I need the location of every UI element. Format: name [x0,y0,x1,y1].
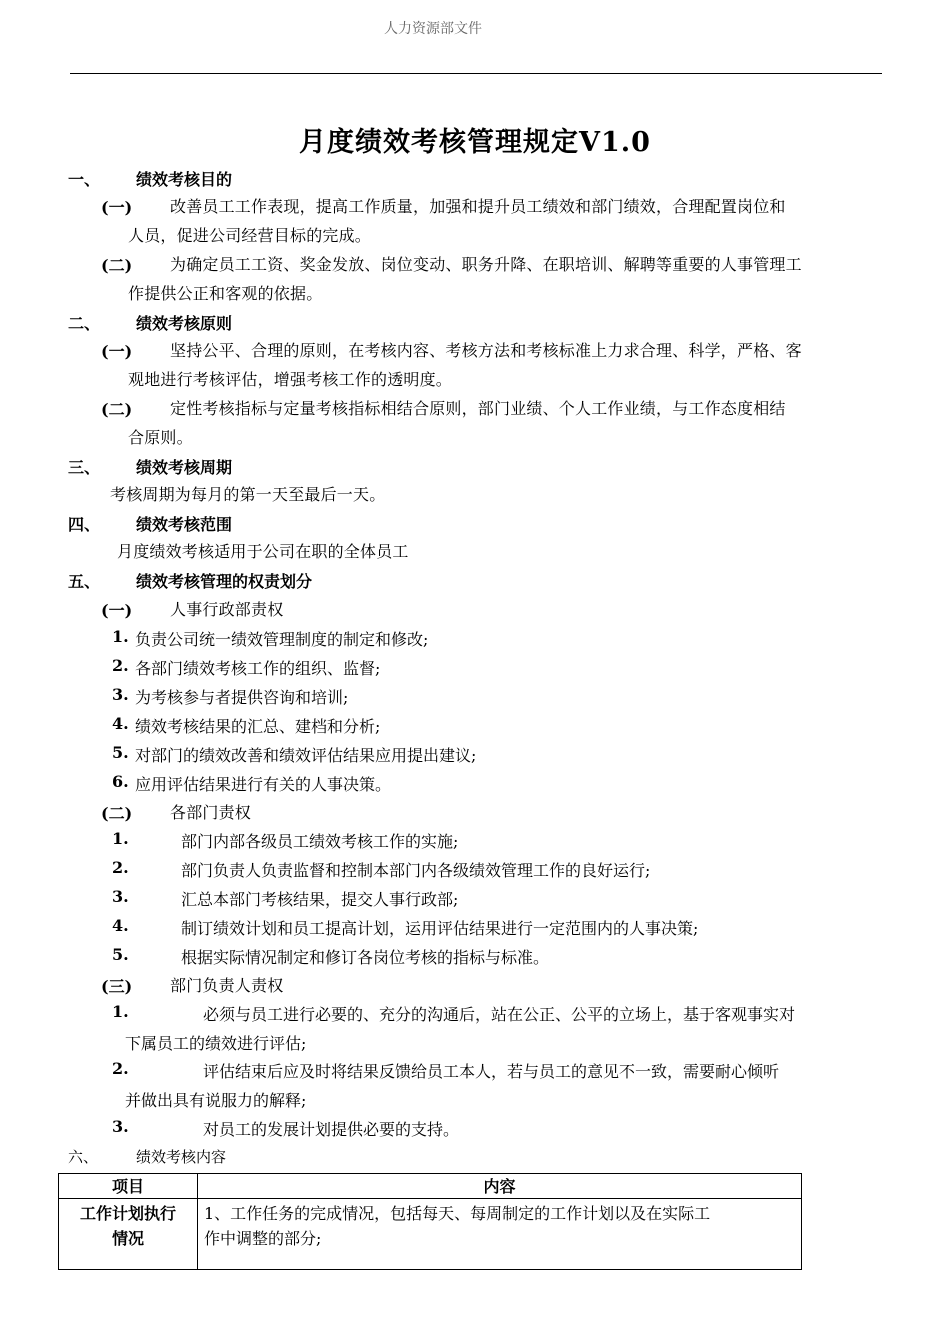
table-row-content-line-2: 作中调整的部分; [204,1229,322,1248]
section-4-title: 绩效考核范围 [136,515,233,534]
document-header: 人力资源部文件 [384,21,482,37]
section-3-text: 考核周期为每月的第一天至最后一天。 [110,485,386,504]
group-2-item-3-text: 汇总本部门考核结果，提交人事行政部; [181,890,459,909]
section-1-number: 一、 [68,170,101,189]
table-header-row [59,1174,802,1199]
group-1-item-3-number: 3. [112,685,129,704]
section-2-item-1-number: (一) [101,342,133,361]
group-3-item-2-number: 2. [112,1059,129,1078]
group-1-item-4-text: 绩效考核结果的汇总、建档和分析; [135,717,381,736]
section-5-group-2-number: (二) [101,804,133,823]
section-2-item-1-line-1: 坚持公平、合理的原则，在考核内容、考核方法和考核标准上力求合理、科学，严格、客 [170,341,802,360]
group-2-item-2-text: 部门负责人负责监督和控制本部门内各级绩效管理工作的良好运行; [181,861,651,880]
section-2-item-1-line-2: 观地进行考核评估，增强考核工作的透明度。 [128,370,453,389]
group-2-item-5-text: 根据实际情况制定和修订各岗位考核的指标与标准。 [181,948,550,967]
section-2-item-2-number: (二) [101,400,133,419]
group-1-item-3-text: 为考核参与者提供咨询和培训; [135,688,349,707]
section-3-number: 三、 [68,458,101,477]
group-1-item-4-number: 4. [112,714,129,733]
group-3-item-3-number: 3. [112,1117,129,1136]
section-5-group-1-title: 人事行政部责权 [170,600,284,619]
section-3-title: 绩效考核周期 [136,458,233,477]
header-divider [70,73,882,74]
table-row-content-line-1: 1、工作任务的完成情况，包括每天、每周制定的工作计划以及在实际工 [204,1204,711,1223]
group-3-item-1-line-1: 必须与员工进行必要的、充分的沟通后，站在公正、公平的立场上，基于客观事实对 [203,1005,796,1024]
group-1-item-1-text: 负责公司统一绩效管理制度的制定和修改; [135,630,429,649]
group-1-item-5-text: 对部门的绩效改善和绩效评估结果应用提出建议; [135,746,477,765]
section-1-item-2-line-2: 作提供公正和客观的依据。 [128,284,323,303]
section-2-item-2-line-1: 定性考核指标与定量考核指标相结合原则，部门业绩、个人工作业绩，与工作态度相结 [170,399,786,418]
section-1-item-2-number: (二) [101,256,133,275]
group-3-item-2-line-2: 并做出具有说服力的解释; [125,1091,307,1110]
table-row [59,1199,802,1270]
group-2-item-5-number: 5. [112,945,129,964]
group-2-item-4-text: 制订绩效计划和员工提高计划，运用评估结果进行一定范围内的人事决策; [181,919,699,938]
section-6-number: 六、 [68,1148,99,1166]
section-4-text: 月度绩效考核适用于公司在职的全体员工 [117,542,409,561]
group-1-item-1-number: 1. [112,627,129,646]
section-5-group-1-number: (一) [101,601,133,620]
section-1-item-1-line-1: 改善员工工作表现，提高工作质量，加强和提升员工绩效和部门绩效，合理配置岗位和 [170,197,786,216]
section-1-item-2-line-1: 为确定员工工资、奖金发放、岗位变动、职务升降、在职培训、解聘等重要的人事管理工 [170,255,802,274]
group-1-item-5-number: 5. [112,743,129,762]
group-3-item-1-number: 1. [112,1002,129,1021]
table-row-content [198,1199,802,1270]
table-header-item: 项目 [59,1174,198,1199]
section-5-group-2-title: 各部门责权 [170,803,252,822]
group-2-item-1-number: 1. [112,829,129,848]
group-2-item-2-number: 2. [112,858,129,877]
section-2-item-2-line-2: 合原则。 [128,428,193,447]
group-2-item-4-number: 4. [112,916,129,935]
group-1-item-6-number: 6. [112,772,129,791]
section-2-number: 二、 [68,314,101,333]
section-5-group-3-number: (三) [101,977,133,996]
section-6-title: 绩效考核内容 [136,1148,227,1166]
table-header-content: 内容 [198,1174,802,1199]
group-1-item-6-text: 应用评估结果进行有关的人事决策。 [135,775,392,794]
group-3-item-1-line-2: 下属员工的绩效进行评估; [125,1034,307,1053]
section-4-number: 四、 [68,515,101,534]
group-3-item-2-line-1: 评估结束后应及时将结果反馈给员工本人，若与员工的意见不一致，需要耐心倾听 [203,1062,780,1081]
group-3-item-3-line-1: 对员工的发展计划提供必要的支持。 [203,1120,460,1139]
section-1-title: 绩效考核目的 [136,170,233,189]
table-row-label-line-2: 情况 [111,1229,144,1248]
section-5-group-3-title: 部门负责人责权 [170,976,284,995]
document-title: 月度绩效考核管理规定V1.0 [299,127,651,158]
table-row-label [59,1199,198,1270]
table-row-label-line-1: 工作计划执行 [79,1204,176,1223]
section-2-title: 绩效考核原则 [136,314,233,333]
section-5-title: 绩效考核管理的权责划分 [136,572,313,591]
group-1-item-2-number: 2. [112,656,129,675]
assessment-content-table [58,1173,802,1270]
group-2-item-1-text: 部门内部各级员工绩效考核工作的实施; [181,832,459,851]
section-1-item-1-line-2: 人员，促进公司经营目标的完成。 [128,226,372,245]
section-1-item-1-number: (一) [101,198,133,217]
section-5-number: 五、 [68,572,101,591]
group-1-item-2-text: 各部门绩效考核工作的组织、监督; [135,659,381,678]
group-2-item-3-number: 3. [112,887,129,906]
